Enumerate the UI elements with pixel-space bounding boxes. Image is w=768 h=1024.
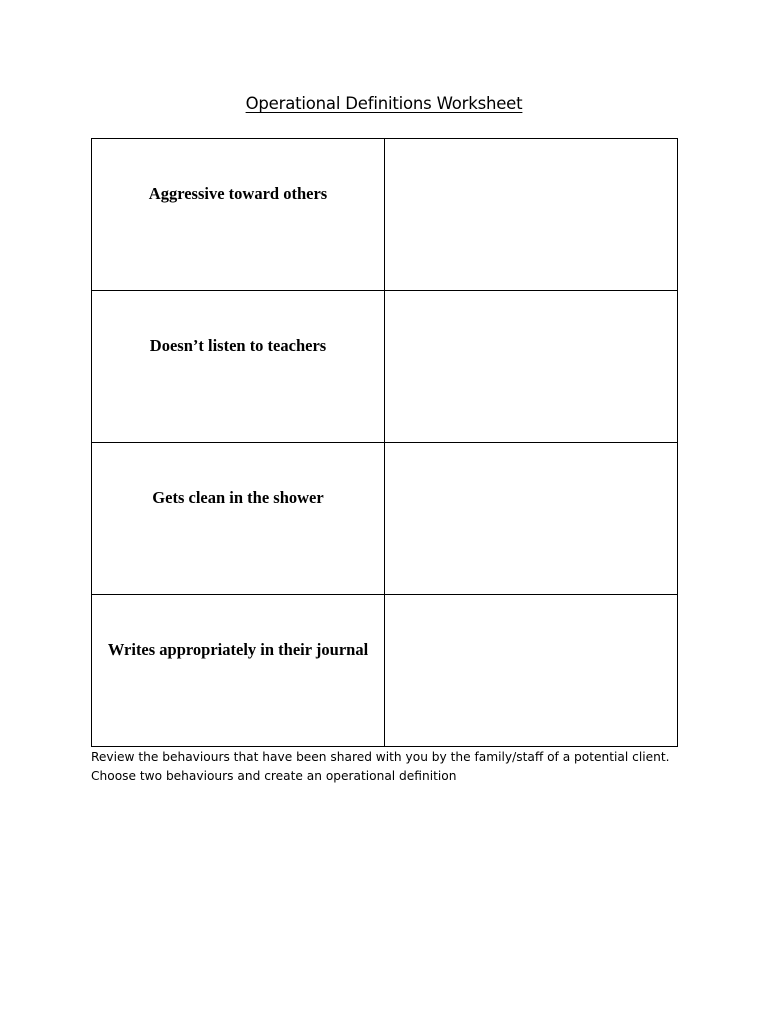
behaviour-label: Writes appropriately in their journal	[107, 640, 369, 659]
table-row	[92, 595, 678, 747]
definition-cell	[385, 139, 678, 291]
definition-cell	[385, 595, 678, 747]
behaviour-label: Gets clean in the shower	[152, 488, 324, 507]
table-row	[92, 291, 678, 443]
behaviour-label: Doesn’t listen to teachers	[149, 336, 327, 355]
worksheet-title: Operational Definitions Worksheet	[245, 94, 523, 113]
behaviour-table	[91, 138, 678, 747]
behaviour-cell	[92, 595, 385, 747]
instructions-text: Review the behaviours that have been shared with you by the family/staff of a potential client. Choose two behaviours and create an operational definition	[91, 750, 670, 783]
definition-cell	[385, 291, 678, 443]
definition-cell	[385, 443, 678, 595]
behaviour-cell	[92, 139, 385, 291]
table-row	[92, 139, 678, 291]
behaviour-cell	[92, 291, 385, 443]
behaviour-cell	[92, 443, 385, 595]
table-row	[92, 443, 678, 595]
behaviour-label: Aggressive toward others	[148, 184, 328, 203]
